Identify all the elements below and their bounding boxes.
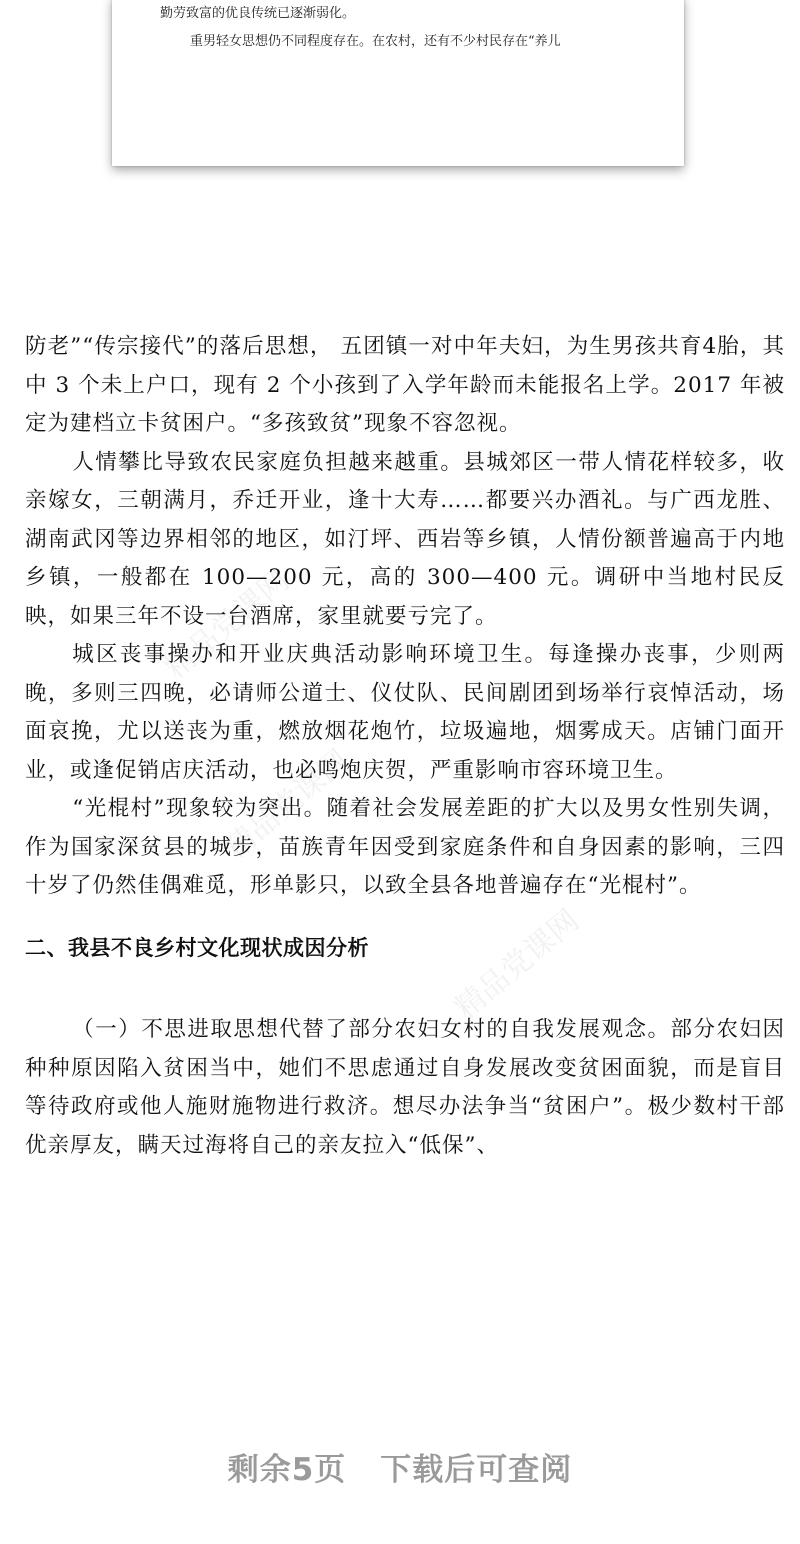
body-paragraph: （一）不思进取思想代替了部分农妇女村的自我发展观念。部分农妇因种种原因陷入贫困当中，她们不思虑通过自身发展改变贫困面貌，而是盲目等待政府或他人施财施物进行救济。想尽办法争当“贫困户”。极少数村干部优亲厚友，瞒天过海将自己的亲友拉入“低保”、 <box>25 1017 785 1158</box>
watermark: 精品党课网 <box>448 903 586 1027</box>
preview-line: 重男轻女思想仍不同程度存在。在农村，还有不少村民存在“养儿 <box>190 34 561 49</box>
body-paragraph: “光棍村”现象较为突出。随着社会发展差距的扩大以及男女性别失调，作为国家深贫县的城步，苗族青年因受到家庭条件和自身因素的影响，三四十岁了仍然佳偶难觅，形单影只，以致全县各地普遍存在“光棍村”。 <box>25 796 785 898</box>
download-prompt-label: 下载后可查阅 <box>380 1452 573 1488</box>
page-preview-card <box>112 0 684 166</box>
watermark: 精品党课网 <box>158 563 296 687</box>
body-paragraph: 防老”“传宗接代”的落后思想， 五团镇一对中年夫妇，为生男孩共育4胎，其中 3 个未上户口，现有 2 个小孩到了入学年龄而未能报名上学。2017 年被定为建档立卡贫困户。“多孩致贫”现象不容忽视。 <box>25 334 785 436</box>
section-heading: 二、我县不良乡村文化现状成因分析 <box>25 935 369 960</box>
body-paragraph: 人情攀比导致农民家庭负担越来越重。县城郊区一带人情花样较多，收亲嫁女，三朝满月，乔迁开业，逢十大寿……都要兴办酒礼。与广西龙胜、湖南武冈等边界相邻的地区，如汀坪、西岩等乡镇，人情份额普遍高于内地乡镇，一般都在 100—200 元，高的 300—400 元。调研中当地村民反映，如果三年不设一台酒席，家里就要亏完了。 <box>25 449 785 629</box>
body-paragraph: 城区丧事操办和开业庆典活动影响环境卫生。每逢操办丧事，少则两晚，多则三四晚，必请师公道士、仪仗队、民间剧团到场举行哀悼活动，场面哀挽，尤以送丧为重，燃放烟花炮竹，垃圾遍地，烟雾成天。店铺门面开业，或逢促销店庆活动，也必鸣炮庆贺，严重影响市容环境卫生。 <box>25 642 785 783</box>
download-to-read-more-banner[interactable] <box>0 1444 800 1489</box>
remaining-pages-label: 剩余5页 <box>227 1452 347 1488</box>
document-body <box>25 328 785 1165</box>
watermark: 精品党课网 <box>218 743 356 867</box>
preview-line: 勤劳致富的优良传统已逐渐弱化。 <box>160 6 356 21</box>
